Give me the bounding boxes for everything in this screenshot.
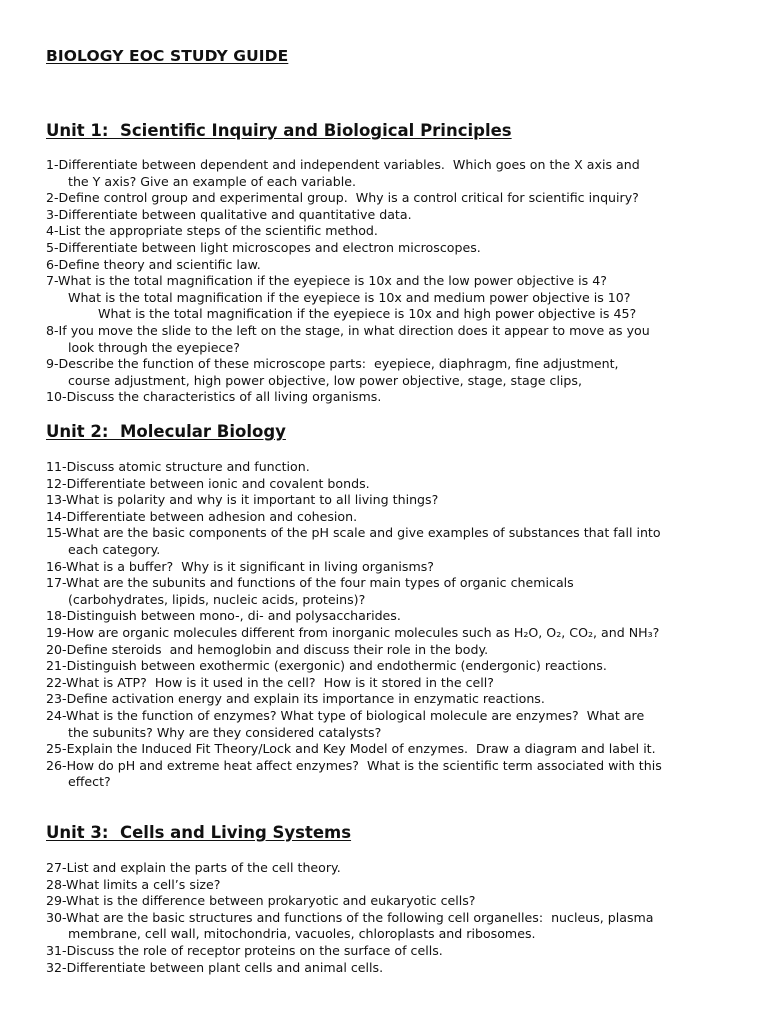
list-item: 20-Define steroids and hemoglobin and discuss their role in the body. [46, 641, 489, 657]
list-item: 8-If you move the slide to the left on the stage, in what direction does it appear to move as you [46, 322, 650, 338]
list-item: 28-What limits a cell’s size? [46, 876, 221, 892]
list-item: 13-What is polarity and why is it important to all living things? [46, 492, 439, 508]
list-item: 7-What is the total magnification if the eyepiece is 10x and the low power objective is 4? [46, 273, 607, 289]
list-item: 19-How are organic molecules different from inorganic molecules such as H₂O, O₂, CO₂, and NH₃? [46, 624, 660, 640]
list-item: 2-Define control group and experimental group. Why is a control critical for scientific inquiry? [46, 190, 639, 206]
list-item: 21-Distinguish between exothermic (exergonic) and endothermic (endergonic) reactions. [46, 658, 607, 674]
unit-3-heading: Unit 3: Cells and Living Systems [46, 823, 352, 842]
list-item: the subunits? Why are they considered catalysts? [68, 724, 382, 740]
list-item: look through the eyepiece? [68, 339, 240, 355]
list-item: 17-What are the subunits and functions of the four main types of organic chemicals [46, 575, 574, 591]
list-item: 3-Differentiate between qualitative and quantitative data. [46, 206, 412, 222]
list-item: 10-Discuss the characteristics of all living organisms. [46, 389, 382, 405]
unit-2-questions [46, 459, 746, 791]
list-item: 18-Distinguish between mono-, di- and polysaccharides. [46, 608, 401, 624]
list-item: 11-Discuss atomic structure and function. [46, 459, 310, 474]
list-item: What is the total magnification if the eyepiece is 10x and high power objective is 45? [98, 306, 637, 322]
list-item: 16-What is a buffer? Why is it significant in living organisms? [46, 558, 434, 574]
list-item: 27-List and explain the parts of the cell theory. [46, 860, 341, 875]
list-item: 26-How do pH and extreme heat affect enzymes? What is the scientific term associated with this [46, 757, 662, 773]
list-item: 5-Differentiate between light microscopes and electron microscopes. [46, 239, 481, 255]
list-item: 12-Differentiate between ionic and covalent bonds. [46, 475, 370, 491]
list-item: each category. [68, 541, 161, 557]
list-item: membrane, cell wall, mitochondria, vacuoles, chloroplasts and ribosomes. [68, 926, 536, 942]
list-item: 9-Describe the function of these microscope parts: eyepiece, diaphragm, fine adjustment, [46, 356, 619, 372]
list-item: effect? [68, 774, 111, 790]
page-title: BIOLOGY EOC STUDY GUIDE [46, 47, 289, 65]
list-item: 29-What is the difference between prokaryotic and eukaryotic cells? [46, 893, 476, 909]
unit-3-questions [46, 860, 746, 976]
list-item: What is the total magnification if the eyepiece is 10x and medium power objective is 10? [68, 289, 631, 305]
list-item: the Y axis? Give an example of each variable. [68, 173, 356, 189]
list-item: 22-What is ATP? How is it used in the cell? How is it stored in the cell? [46, 674, 494, 690]
list-item: 14-Differentiate between adhesion and cohesion. [46, 508, 358, 524]
list-item: 1-Differentiate between dependent and independent variables. Which goes on the X axis and [46, 157, 640, 172]
list-item: 30-What are the basic structures and functions of the following cell organelles: nucleus, plasma [46, 909, 654, 925]
unit-1-questions [46, 157, 746, 406]
list-item: 32-Differentiate between plant cells and animal cells. [46, 959, 384, 975]
unit-1-heading: Unit 1: Scientific Inquiry and Biological Principles [46, 121, 512, 140]
list-item: 24-What is the function of enzymes? What type of biological molecule are enzymes? What are [46, 707, 645, 723]
list-item: course adjustment, high power objective, low power objective, stage, stage clips, [68, 372, 582, 388]
list-item: (carbohydrates, lipids, nucleic acids, proteins)? [68, 591, 366, 607]
list-item: 6-Define theory and scientific law. [46, 256, 261, 272]
list-item: 31-Discuss the role of receptor proteins on the surface of cells. [46, 942, 443, 958]
list-item: 15-What are the basic components of the pH scale and give examples of substances that fall into [46, 525, 661, 541]
list-item: 25-Explain the Induced Fit Theory/Lock and Key Model of enzymes. Draw a diagram and label it. [46, 741, 656, 757]
unit-2-heading: Unit 2: Molecular Biology [46, 422, 286, 441]
list-item: 4-List the appropriate steps of the scientific method. [46, 223, 378, 239]
list-item: 23-Define activation energy and explain its importance in enzymatic reactions. [46, 691, 545, 707]
